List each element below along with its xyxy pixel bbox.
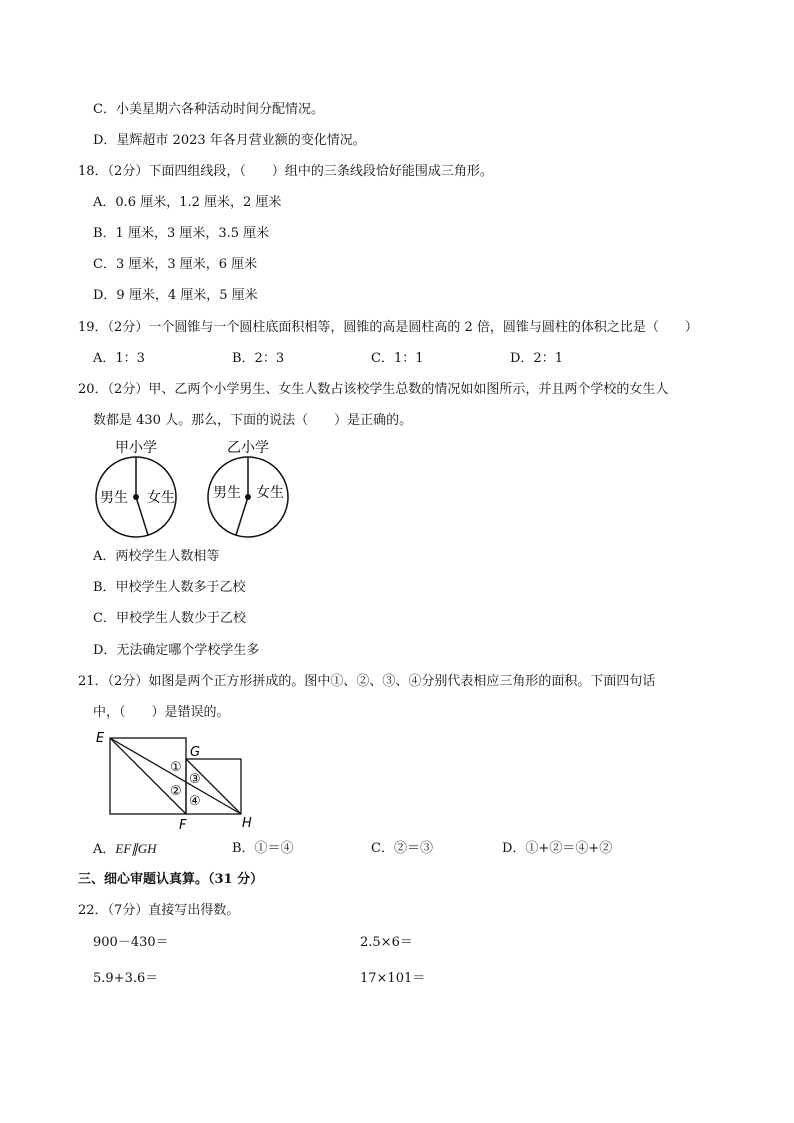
- q21-stem-line2: 中，（ ）是错误的。: [93, 705, 230, 720]
- school-a-boys-label: 男生: [100, 490, 128, 506]
- q21-option-b: B．①＝④: [232, 841, 294, 856]
- q20-stem-line1: 20．（2分）甲、乙两个小学男生、女生人数占该校学生总数的情况如如图所示，并且两个学校的女生人: [78, 382, 669, 397]
- label-h: H: [242, 816, 252, 831]
- q21-stem-line1: 21．（2分）如图是两个正方形拼成的。图中①、②、③、④分别代表相应三角形的面积。下面四句话: [78, 674, 656, 689]
- school-a-girls-label: 女生: [147, 490, 175, 506]
- q20-option-b: B．甲校学生人数多于乙校: [93, 580, 246, 595]
- label-e: E: [96, 731, 105, 746]
- q20-option-c: C．甲校学生人数少于乙校: [93, 611, 246, 626]
- school-b-center: [245, 494, 251, 500]
- q21-option-a-prefix: A．: [93, 842, 116, 857]
- q22-item-1: 900－430＝: [93, 935, 169, 950]
- area-1-label: ①: [170, 760, 182, 775]
- q19-option-d: D．2：1: [510, 351, 563, 366]
- section-3-title: 三、细心审题认真算。（31 分）: [78, 872, 264, 887]
- q18-option-b: B．1 厘米，3 厘米，3.5 厘米: [93, 226, 270, 241]
- school-b-divider-bottom: [236, 497, 248, 535]
- q21-option-d: D．①+②＝④+②: [502, 841, 613, 856]
- school-b-girls-label: 女生: [256, 485, 284, 501]
- q22-item-3: 5.9+3.6＝: [93, 971, 159, 986]
- area-2-label: ②: [170, 784, 182, 799]
- q20-option-a: A．两校学生人数相等: [93, 549, 220, 564]
- area-4-label: ④: [189, 794, 201, 809]
- q21-option-c: C．②＝③: [371, 841, 433, 856]
- q22-stem: 22．（7分）直接写出得数。: [78, 903, 240, 918]
- q19-option-a: A．1：3: [93, 351, 145, 366]
- q21-squares-figure: [92, 728, 262, 833]
- q21-option-a-math: EF∥GH: [115, 841, 157, 856]
- q18-stem: 18．（2分）下面四组线段，（ ）组中的三条线段恰好能围成三角形。: [78, 164, 493, 179]
- q20-stem-line2: 数都是 430 人。那么，下面的说法（ ）是正确的。: [93, 413, 413, 428]
- q18-option-a: A．0.6 厘米，1.2 厘米，2 厘米: [93, 195, 282, 210]
- q22-item-4: 17×101＝: [360, 971, 426, 986]
- school-b-boys-label: 男生: [213, 485, 241, 501]
- q17-option-c: C．小美星期六各种活动时间分配情况。: [93, 102, 324, 117]
- label-g: G: [190, 745, 201, 760]
- school-b-label: 乙小学: [227, 440, 269, 456]
- q19-option-b: B．2：3: [232, 351, 285, 366]
- q18-option-c: C．3 厘米，3 厘米，6 厘米: [93, 257, 258, 272]
- label-f: F: [179, 818, 187, 833]
- q20-pie-figure: [88, 436, 308, 566]
- q22-item-2: 2.5×6＝: [360, 935, 413, 950]
- school-a-center: [133, 494, 139, 500]
- q19-option-c: C．1：1: [371, 351, 424, 366]
- q18-option-d: D．9 厘米，4 厘米，5 厘米: [93, 288, 258, 303]
- q19-stem: 19．（2分）一个圆锥与一个圆柱底面积相等，圆锥的高是圆柱高的 2 倍，圆锥与圆柱的体积之比是（ ）: [78, 320, 698, 335]
- q17-option-d: D．星辉超市 2023 年各月营业额的变化情况。: [93, 133, 366, 148]
- area-3-label: ③: [189, 772, 201, 787]
- school-a-label: 甲小学: [115, 440, 157, 456]
- q20-option-d: D．无法确定哪个学校学生多: [93, 643, 260, 658]
- q21-option-a: [93, 840, 157, 859]
